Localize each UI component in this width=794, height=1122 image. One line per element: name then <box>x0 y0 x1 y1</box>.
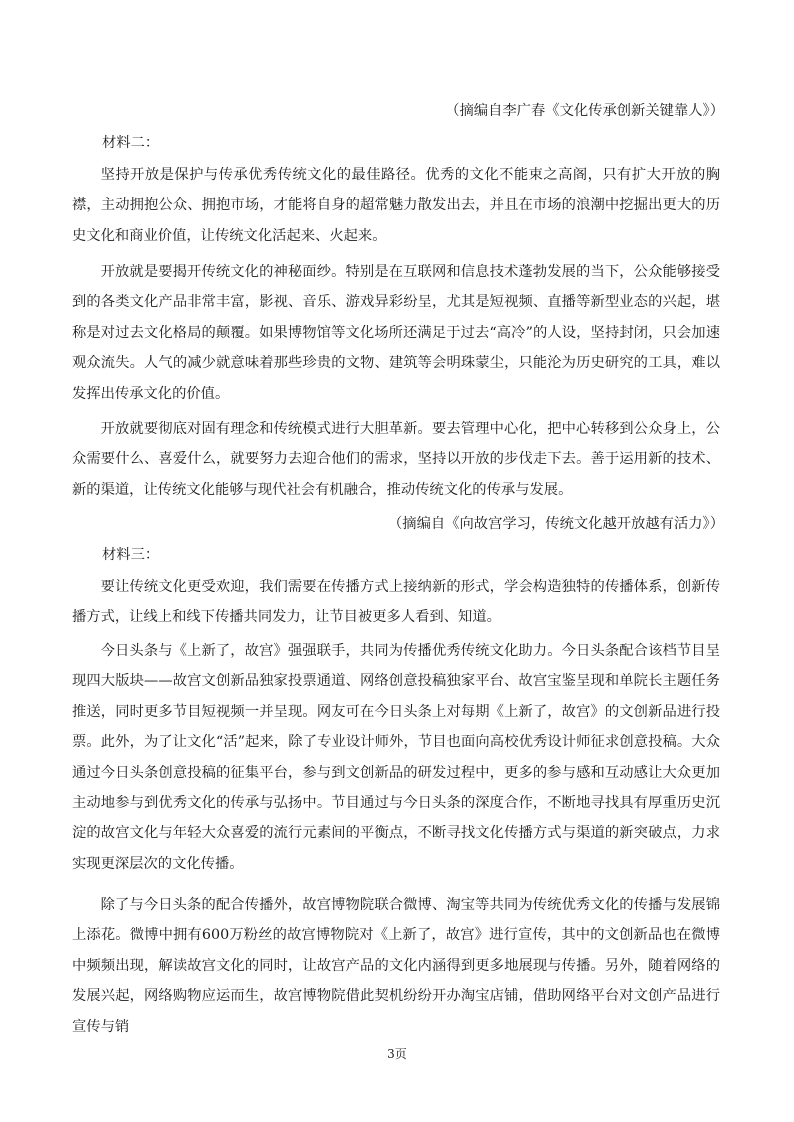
material3-paragraph-1: 要让传统文化更受欢迎，我们需要在传播方式上接纳新的形式，学会构造独特的传播体系，创新传播方式，让线上和线下传播共同发力，让节目被更多人看到、知道。 <box>72 579 720 626</box>
material2-paragraph-1: 坚持开放是保护与传承优秀传统文化的最佳路径。优秀的文化不能束之高阁，只有扩大开放的胸襟，主动拥抱公众、拥抱市场，才能将自身的超常魅力散发出去，并且在市场的浪潮中挖掘出更大的历史文化和商业价值，让传统文化活起来、火起来。 <box>72 167 720 244</box>
source-citation-1: （摘编自李广春《文化传承创新关键靠人》） <box>445 103 724 119</box>
section-label-material-2: 材料二： <box>102 135 160 151</box>
page-number: 3页 <box>387 1047 407 1061</box>
material3-paragraph-2: 今日头条与《上新了，故宫》强强联手，共同为传播优秀传统文化助力。今日头条配合该档节目呈现四大版块——故宫文创新品独家投票通道、网络创意投稿独家平台、故宫宝鉴呈现和单院长主题任务推送，同时更多节目短视频一并呈现。网友可在今日头条上对每期《上新了，故宫》的文创新品进行投票。此外，为了让文化“活”起来，除了专业设计师外，节目也面向高校优秀设计师征求创意投稿。大众通过今日头条创意投稿的征集平台，参与到文创新品的研发过程中，更多的参与感和互动感让大众更加主动地参与到优秀文化的传承与弘扬中。节目通过与今日头条的深度合作，不断地寻找具有厚重历史沉淀的故宫文化与年轻大众喜爱的流行元素间的平衡点，不断寻找文化传播方式与渠道的新突破点，力求实现更深层次的文化传播。 <box>72 643 720 872</box>
material3-paragraph-3: 除了与今日头条的配合传播外，故宫博物院联合微博、淘宝等共同为传统优秀文化的传播与发展锦上添花。微博中拥有600万粉丝的故宫博物院对《上新了，故宫》进行宣传，其中的文创新品也在微博中频频出现，解读故宫文化的同时，让故宫产品的文化内涵得到更多地展现与传播。另外，随着网络的发展兴起，网络购物应运而生，故宫博物院借此契机纷纷开办淘宝店铺，借助网络平台对文创产品进行宣传与销 <box>72 897 720 1035</box>
material2-paragraph-2: 开放就是要揭开传统文化的神秘面纱。特别是在互联网和信息技术蓬勃发展的当下，公众能够接受到的各类文化产品非常丰富，影视、音乐、游戏异彩纷呈，尤其是短视频、直播等新型业态的兴起，堪称是对过去文化格局的颠覆。如果博物馆等文化场所还满足于过去“高冷”的人设，坚持封闭，只会加速观众流失。人气的减少就意味着那些珍贵的文物、建筑等会明珠蒙尘，只能沦为历史研究的工具，难以发挥出传承文化的价值。 <box>72 264 720 402</box>
source-citation-2: （摘编自《向故宫学习，传统文化越开放越有活力》） <box>388 516 724 532</box>
material2-paragraph-3: 开放就要彻底对固有理念和传统模式进行大胆革新。要去管理中心化，把中心转移到公众身上，公众需要什么、喜爱什么，就要努力去迎合他们的需求，坚持以开放的步伐走下去。善于运用新的技术、新的渠道，让传统文化能够与现代社会有机融合，推动传统文化的传承与发展。 <box>72 421 720 498</box>
section-label-material-3: 材料三： <box>102 547 160 563</box>
